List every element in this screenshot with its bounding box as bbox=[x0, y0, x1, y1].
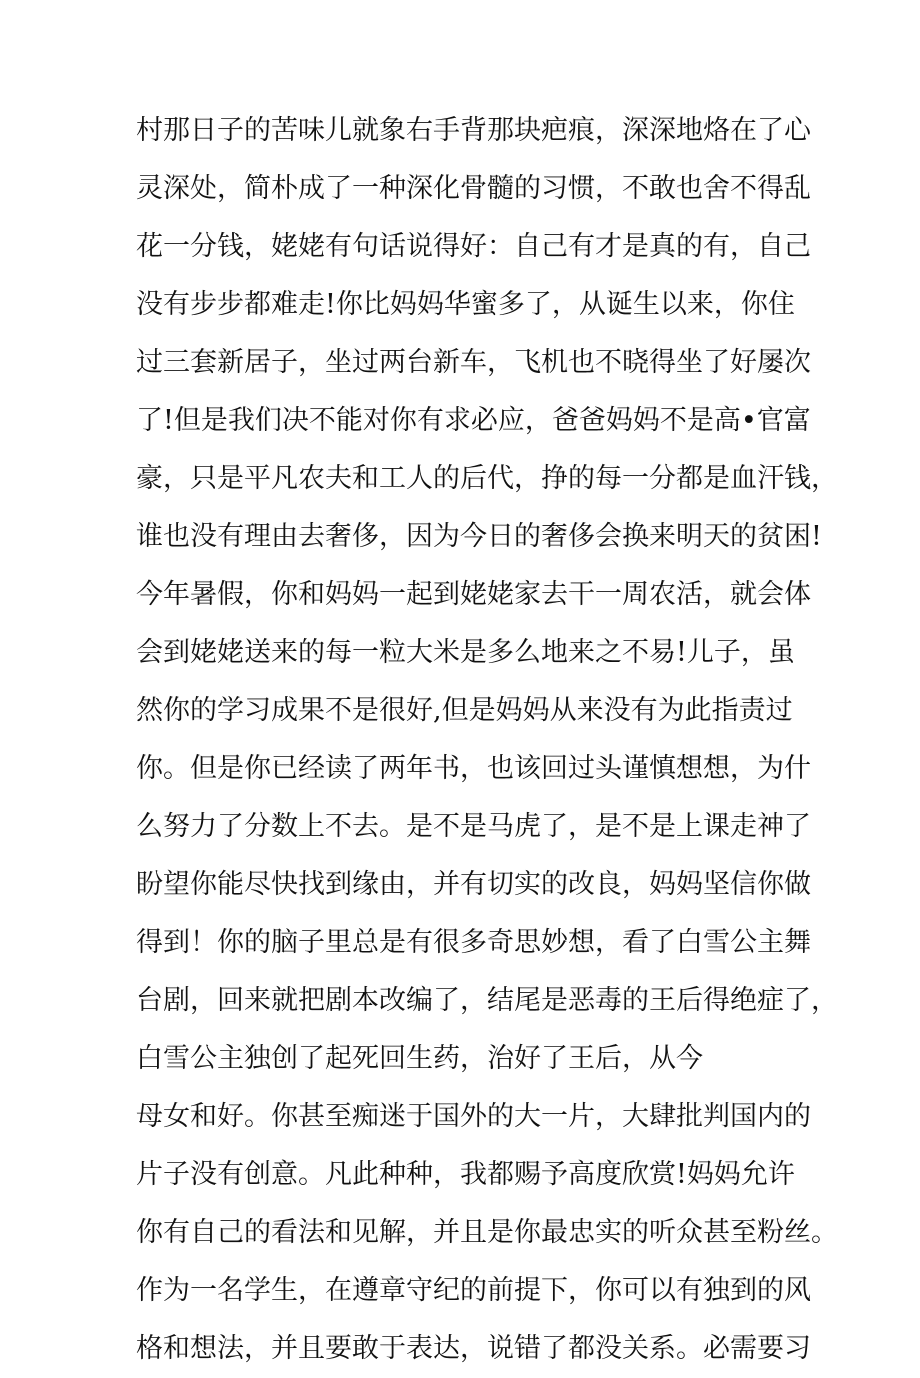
text-line: 花一分钱，姥姥有句话说得好：自己有才是真的有，自己 bbox=[136, 231, 811, 262]
text-line: 片子没有创意。凡此种种，我都赐予高度欣赏!妈妈允许 bbox=[136, 1159, 795, 1190]
text-line: 没有步步都难走!你比妈妈华蜜多了，从诞生以来，你住 bbox=[136, 289, 795, 320]
text-line: 盼望你能尽快找到缘由，并有切实的改良，妈妈坚信你做 bbox=[136, 869, 811, 900]
text-line: 么努力了分数上不去。是不是马虎了，是不是上课走神了 bbox=[136, 811, 811, 842]
text-line: 台剧，回来就把剧本改编了，结尾是恶毒的王后得绝症了， bbox=[136, 985, 838, 1016]
text-line: 格和想法，并且要敢于表达，说错了都没关系。必需要习 bbox=[136, 1333, 811, 1364]
text-line: 了!但是我们决不能对你有求必应，爸爸妈妈不是高•官富 bbox=[136, 405, 811, 436]
text-line: 灵深处，简朴成了一种深化骨髓的习惯，不敢也舍不得乱 bbox=[136, 173, 811, 204]
text-line: 过三套新居子，坐过两台新车，飞机也不晓得坐了好屡次 bbox=[136, 347, 811, 378]
text-line: 今年暑假，你和妈妈一起到姥姥家去干一周农活，就会体 bbox=[136, 579, 811, 610]
text-line: 豪，只是平凡农夫和工人的后代，挣的每一分都是血汗钱， bbox=[136, 463, 838, 494]
text-line: 然你的学习成果不是很好,但是妈妈从来没有为此指责过 bbox=[136, 695, 793, 726]
text-line: 村那日子的苦味儿就象右手背那块疤痕，深深地烙在了心 bbox=[136, 115, 811, 146]
text-line: 白雪公主独创了起死回生药，治好了王后，从今 bbox=[136, 1043, 703, 1074]
body-text bbox=[136, 102, 838, 1378]
text-line: 你有自己的看法和见解，并且是你最忠实的听众甚至粉丝。 bbox=[136, 1217, 838, 1248]
text-line: 得到！你的脑子里总是有很多奇思妙想，看了白雪公主舞 bbox=[136, 927, 811, 958]
text-line: 母女和好。你甚至痴迷于国外的大一片，大肆批判国内的 bbox=[136, 1101, 811, 1132]
text-line: 谁也没有理由去奢侈，因为今日的奢侈会换来明天的贫困! bbox=[136, 521, 822, 552]
text-line: 会到姥姥送来的每一粒大米是多么地来之不易!儿子，虽 bbox=[136, 637, 795, 668]
text-line: 作为一名学生，在遵章守纪的前提下，你可以有独到的风 bbox=[136, 1275, 811, 1306]
text-line: 你。但是你已经读了两年书，也该回过头谨慎想想，为什 bbox=[136, 753, 811, 784]
